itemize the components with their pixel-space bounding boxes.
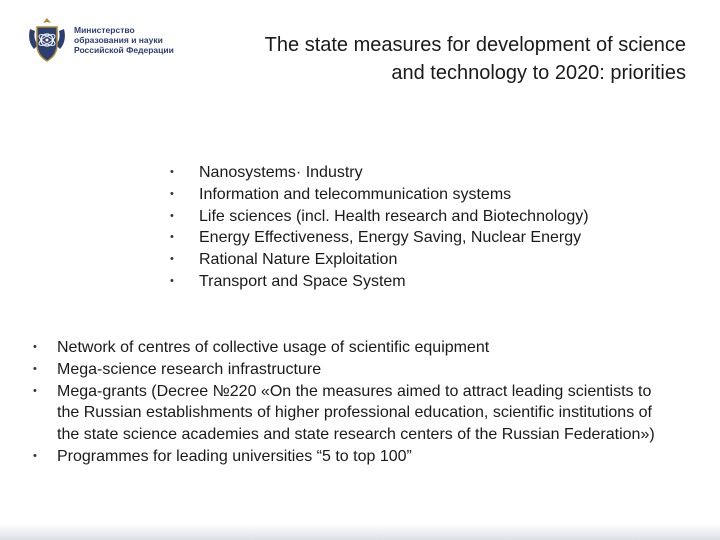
- list-item: [33, 446, 673, 468]
- list-item-text: Energy Effectiveness, Energy Saving, Nuclear Energy: [199, 229, 582, 247]
- list-item: [33, 381, 673, 446]
- bullet: •: [170, 187, 174, 200]
- list-item: [170, 249, 589, 271]
- bullet: •: [33, 362, 37, 375]
- bullet: •: [170, 231, 174, 244]
- list-item: [170, 206, 589, 228]
- list-item: [33, 359, 673, 381]
- ministry-logo: [24, 14, 174, 66]
- bullet: •: [170, 253, 174, 266]
- bullet: •: [170, 274, 174, 287]
- priorities-list: [170, 162, 589, 293]
- ministry-name-line: Российской Федерации: [74, 45, 174, 55]
- list-item: [170, 184, 589, 206]
- ministry-name-line: Министерство: [74, 25, 135, 35]
- bullet: •: [170, 166, 174, 178]
- list-item-text: Programmes for leading universities “5 to top 100”: [57, 447, 412, 465]
- bullet: •: [33, 341, 37, 353]
- list-item-text: Information and telecommunication systems: [199, 185, 512, 203]
- list-item: [170, 227, 589, 249]
- ministry-name-line: образования и науки: [74, 35, 163, 45]
- ministry-emblem-icon: [24, 15, 70, 65]
- measures-list: [33, 337, 673, 468]
- list-item-text: Life sciences (incl. Health research and Biotechnology): [199, 207, 589, 225]
- list-item-text: Rational Nature Exploitation: [199, 251, 398, 269]
- list-item-text: Transport and Space System: [199, 272, 406, 290]
- list-item-text: Nanosystems· Industry: [199, 164, 363, 181]
- list-item: [33, 337, 673, 359]
- list-item-text: Mega-grants (Decree №220 «On the measures aimed to attract leading scientists to the Russian establishments of higher professional education, scientific institutions of the state science academies and state research centers of the Russian Federation»): [57, 382, 655, 444]
- list-item: [170, 271, 589, 293]
- footer-bar: [0, 524, 720, 540]
- slide-title-line: and technology to 2020: priorities: [391, 62, 686, 84]
- list-item-text: Mega-science research infrastructure: [57, 360, 322, 378]
- bullet: •: [33, 384, 37, 397]
- ministry-name: [74, 25, 174, 55]
- list-item-text: Network of centres of collective usage of scientific equipment: [57, 339, 490, 356]
- bullet: •: [33, 449, 37, 462]
- slide-title: [166, 31, 686, 87]
- slide-title-line: The state measures for development of science: [264, 34, 686, 56]
- list-item: [170, 162, 589, 184]
- bullet: •: [170, 209, 174, 222]
